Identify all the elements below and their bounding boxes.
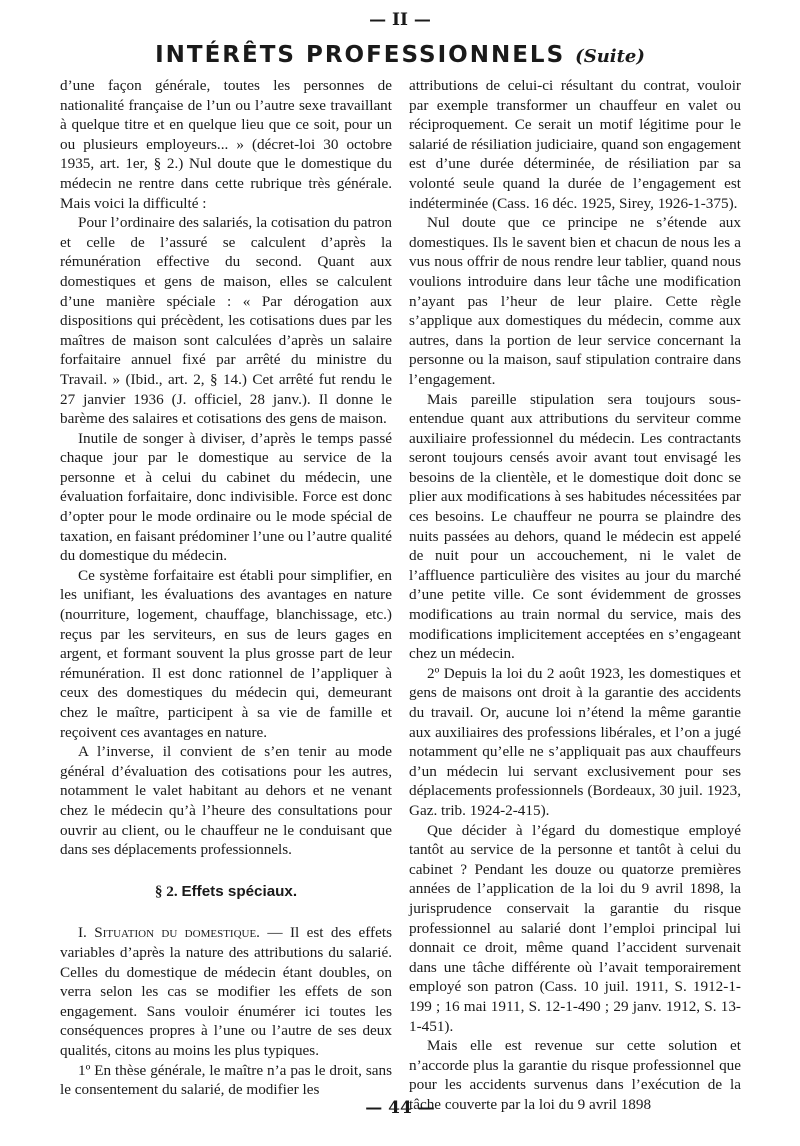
paragraph: Mais elle est revenue sur cette solution et n’accorde plus la garantie du risque professionnel que pour les accidents survenus dans l’exécution de la tâche couverte par la loi du 9 avril 1898 — [409, 1037, 741, 1113]
left-column — [60, 76, 392, 1100]
paragraph: 1º En thèse générale, le maître n’a pas le droit, sans le consentement du salarié, de modifier les — [60, 1061, 392, 1099]
paragraph: attributions de celui-ci résultant du contrat, vouloir par exemple transformer un chauffeur en valet ou réciproquement. Ce serait un motif légitime pour le salarié de résiliation judiciaire, quand son engagement est d’une durée déterminée, de résiliation par sa volonté seule quand la durée de l’engagement est indéterminée (Cass. 16 déc. 1925, Sirey, 1926-1-375). — [409, 77, 741, 212]
subsection-label: I. Situation du domestique. — [78, 924, 260, 942]
header-title: INTÉRÊTS PROFESSIONNELS — [155, 42, 566, 68]
section-heading — [60, 882, 392, 902]
paragraph: Pour l’ordinaire des salariés, la cotisation du patron et celle de l’assuré se calculent d’après la rémunération effective du second. Quant aux domestiques et gens de maison, elles se calculent d’une manière spéciale : « Par dérogation aux dispositions qui précèdent, les cotisations dues par les maîtres de maison sont calculées d’après un salaire forfaitaire annuel fixé par arrêté du ministre du Travail. » (Ibid., art. 2, § 14.) Cet arrêté fut rendu le 27 janvier 1936 (J. officiel, 28 janv.). Il donne le barème des salaires et cotisations des gens de maison. — [60, 214, 392, 428]
header-suite: (Suite) — [575, 46, 645, 67]
page-number: — 44 — — [365, 1098, 435, 1118]
section-number: — II — — [369, 10, 431, 30]
paragraph: Nul doute que ce principe ne s’étende aux domestiques. Ils le savent bien et chacun de nous les a vus nous offrir de nous rendre leur tablier, quand nous voulions introduire dans leur tâche une modification n’ayant pas l’heur de leur plaire. Cette règle s’applique aux domestiques du médecin, comme aux autres, dans la portion de leur service concernant la personne ou la maison, sauf stipulation contraire dans l’engagement. — [409, 214, 741, 388]
paragraph: Ce système forfaitaire est établi pour simplifier, en les unifiant, les évaluations des avantages en nature (nourriture, logement, chauffage, blanchissage, etc.) reçus par les serviteurs, en sus de leurs gages en argent, et formant souvent la plus grosse part de leur rémunération. Il est donc rationnel de l’appliquer à ceux des domestiques du médecin qui, demeurant chez le maître, participent à sa vie de famille et reçoivent ces avantages en nature. — [60, 566, 392, 741]
paragraph — [60, 923, 392, 1060]
right-column — [409, 76, 741, 1114]
paragraph: Mais pareille stipulation sera toujours sous-entendue quant aux attributions du serviteur comme auxiliaire professionnel du médecin. Les contractants seront toujours censés avoir avant tout envisagé les besoins de la clientèle, et le domestique doit donc se plier aux modifications à ses habitudes nécessitées par ces besoins. Le chauffeur ne pourra se plaindre des nuits passées au dehors, quand le médecin est appelé de nuit pour un accouchement, ni le valet de l’affluence particulière des visites au jour du marché d’une petite ville. Ce sont évidemment de grosses modifications au train normal du service, mais des modifications implicitement acceptées en s’engageant chez un médecin. — [409, 390, 741, 663]
running-header — [0, 42, 800, 68]
section-heading-number: § 2. — [154, 882, 178, 900]
paragraph: Inutile de songer à diviser, d’après le temps passé chaque jour par le domestique au service de la personne et à celui du cabinet du médecin, une évaluation forfaitaire, donc indivisible. Force est donc d’opter pour le mode ordinaire ou le mode spécial de taxation, en faisant prédominer l’une ou l’autre qualité du domestique du médecin. — [60, 429, 392, 565]
paragraph-text: — Il est des effets variables d’après la nature des attributions du salarié. Celles du domestique de médecin étant doubles, on verra selon les cas se modifier les effets de son engagement. Sans vouloir énumérer ici toutes les conséquences propres à l’une ou l’autre de ses deux qualités, citons au moins les plus typiques. — [60, 924, 392, 1059]
section-heading-title: Effets spéciaux. — [181, 882, 298, 900]
paragraph: Que décider à l’égard du domestique employé tantôt au service de la personne et tantôt à celui du cabinet ? Pendant les douze ou quatorze premières années de l’application de la loi du 9 avril 1898, la jurisprudence conservait la garantie du risque professionnel au salarié dont l’emploi principal lui donnait ce droit, même quand l’accident survenait dans une tâche différente où l’avait temporairement employé son patron (Cass. 10 juil. 1911, S. 1912-1-199 ; 16 mai 1911, S. 12-1-490 ; 29 janv. 1912, S. 13-1-451). — [409, 821, 741, 1035]
paragraph: 2º Depuis la loi du 2 août 1923, les domestiques et gens de maisons ont droit à la garantie des accidents du travail. Or, aucune loi n’étend la même garantie aux auxiliaires des professions libérales, et l’on a jugé notamment qu’elle ne s’appliquait pas aux chauffeurs d’un médecin lui servant exclusivement pour ses déplacements professionnels (Bordeaux, 30 juil. 1923, Gaz. trib. 1924-2-415). — [409, 664, 741, 819]
paragraph: d’une façon générale, toutes les personnes de nationalité française de l’un ou l’autre sexe travaillant à quelque titre et en quelque lieu que ce soit, pour un ou plusieurs employeurs... » (décret-loi 30 octobre 1935, art. 1er, § 2.) Nul doute que le domestique du médecin ne rentre dans cette rubrique très générale. Mais voici la difficulté : — [60, 77, 392, 212]
paragraph: A l’inverse, il convient de s’en tenir au mode général d’évaluation des cotisations pour les autres, notamment le valet habitant au dehors et ne venant chez le médecin qu’à l’heure des consultations pour ouvrir au client, ou le chauffeur ne le conduisant que dans ses déplacements professionnels. — [60, 743, 392, 859]
